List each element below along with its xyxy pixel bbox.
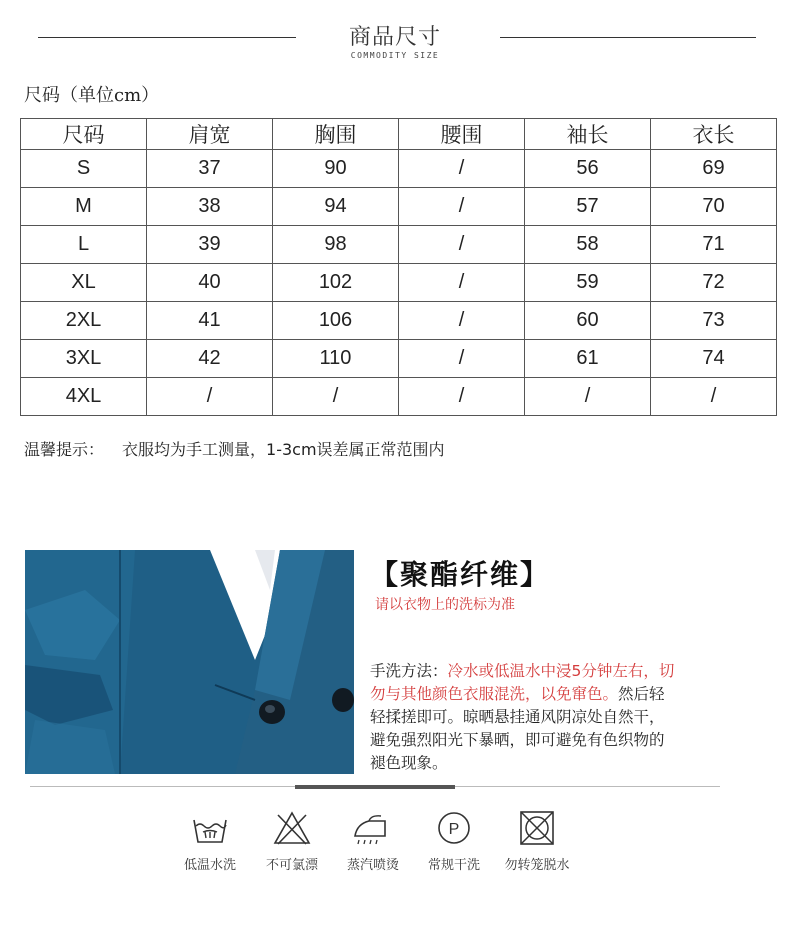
table-body	[21, 150, 777, 416]
measurement-cell: /	[651, 378, 777, 416]
care-line	[370, 683, 726, 706]
fabric-photo	[25, 550, 354, 774]
tip-text: 衣服均为手工测量，1-3cm误差属正常范围内	[122, 440, 445, 459]
measurement-cell: 102	[273, 264, 399, 302]
care-icon-label: 低温水洗	[183, 858, 236, 873]
measurement-cell: 41	[147, 302, 273, 340]
section-subtitle: COMMODITY SIZE	[350, 51, 440, 60]
care-text-highlight: 勿与其他颜色衣服混洗，以免窜色。	[370, 685, 619, 703]
size-cell: L	[21, 226, 147, 264]
care-line	[370, 706, 726, 729]
measurement-cell: /	[399, 188, 525, 226]
care-text: 轻揉搓即可。晾晒悬挂通风阴凉处自然干，	[370, 708, 665, 726]
header-rule-right	[500, 37, 756, 38]
measurement-cell: 106	[273, 302, 399, 340]
table-row	[21, 226, 777, 264]
material-subtitle: 请以衣物上的洗标为准	[375, 597, 515, 613]
table-header-row	[21, 119, 777, 150]
care-icon-label: 蒸汽喷烫	[346, 858, 399, 873]
care-text-highlight: 冷水或低温水中浸5分钟左右，切	[447, 662, 675, 680]
size-cell: XL	[21, 264, 147, 302]
size-cell: S	[21, 150, 147, 188]
measurement-cell: 57	[525, 188, 651, 226]
measurement-cell: 90	[273, 150, 399, 188]
measurement-cell: /	[399, 150, 525, 188]
care-text: 褪色现象。	[370, 754, 448, 772]
low-temp-wash-icon	[190, 810, 230, 846]
table-row	[21, 150, 777, 188]
no-bleach-icon	[272, 810, 312, 846]
steam-iron-icon	[351, 810, 395, 846]
care-instructions	[370, 660, 726, 775]
table-row	[21, 188, 777, 226]
unit-label: 尺码（单位cm）	[24, 85, 160, 106]
measurement-cell: 110	[273, 340, 399, 378]
measurement-cell: 69	[651, 150, 777, 188]
care-icon-label: 勿转笼脱水	[504, 858, 570, 873]
table-row	[21, 378, 777, 416]
measurement-cell: /	[399, 264, 525, 302]
measurement-cell: 56	[525, 150, 651, 188]
svg-text:P: P	[448, 821, 460, 838]
size-table	[20, 118, 777, 416]
care-line	[370, 660, 726, 683]
measurement-cell: /	[273, 378, 399, 416]
measurement-cell: 58	[525, 226, 651, 264]
size-cell: 2XL	[21, 302, 147, 340]
measurement-cell: /	[399, 378, 525, 416]
measurement-tip	[24, 437, 445, 460]
care-icon-item	[497, 810, 577, 873]
measurement-cell: 71	[651, 226, 777, 264]
measurement-cell: 37	[147, 150, 273, 188]
dry-clean-icon	[434, 810, 474, 846]
column-header: 袖长	[525, 119, 651, 150]
column-header: 胸围	[273, 119, 399, 150]
tip-label: 温馨提示：	[24, 440, 105, 459]
jacket-closeup-image	[25, 550, 354, 774]
measurement-cell: 60	[525, 302, 651, 340]
measurement-cell: 70	[651, 188, 777, 226]
table-row	[21, 302, 777, 340]
measurement-cell: /	[399, 226, 525, 264]
measurement-cell: 59	[525, 264, 651, 302]
measurement-cell: /	[147, 378, 273, 416]
table-row	[21, 340, 777, 378]
care-icon-item	[170, 810, 250, 873]
care-icon-item	[414, 810, 494, 873]
care-icon-label: 常规干洗	[427, 858, 480, 873]
care-icons-row	[170, 810, 590, 890]
divider-accent	[295, 785, 455, 789]
column-header: 衣长	[651, 119, 777, 150]
measurement-cell: 74	[651, 340, 777, 378]
section-header	[0, 18, 790, 68]
measurement-cell: /	[399, 340, 525, 378]
care-line	[370, 729, 726, 752]
care-icon-item	[333, 810, 413, 873]
care-text: 手洗方法：	[370, 662, 448, 680]
measurement-cell: 39	[147, 226, 273, 264]
care-icon-item	[252, 810, 332, 873]
measurement-cell: 73	[651, 302, 777, 340]
care-text: 然后轻	[618, 685, 665, 703]
table-row	[21, 264, 777, 302]
measurement-cell: 38	[147, 188, 273, 226]
size-cell: M	[21, 188, 147, 226]
measurement-cell: 72	[651, 264, 777, 302]
measurement-cell: 98	[273, 226, 399, 264]
measurement-cell: 40	[147, 264, 273, 302]
care-text: 避免强烈阳光下暴晒，即可避免有色织物的	[370, 731, 665, 749]
measurement-cell: /	[399, 302, 525, 340]
no-tumble-dry-icon	[517, 810, 557, 846]
measurement-cell: /	[525, 378, 651, 416]
size-cell: 3XL	[21, 340, 147, 378]
measurement-cell: 61	[525, 340, 651, 378]
section-title: 商品尺寸	[348, 25, 441, 50]
care-line	[370, 752, 726, 775]
size-cell: 4XL	[21, 378, 147, 416]
care-icon-label: 不可氯漂	[265, 858, 318, 873]
measurement-cell: 94	[273, 188, 399, 226]
column-header: 肩宽	[147, 119, 273, 150]
material-title: 【聚酯纤维】	[370, 558, 551, 591]
column-header: 尺码	[21, 119, 147, 150]
column-header: 腰围	[399, 119, 525, 150]
measurement-cell: 42	[147, 340, 273, 378]
